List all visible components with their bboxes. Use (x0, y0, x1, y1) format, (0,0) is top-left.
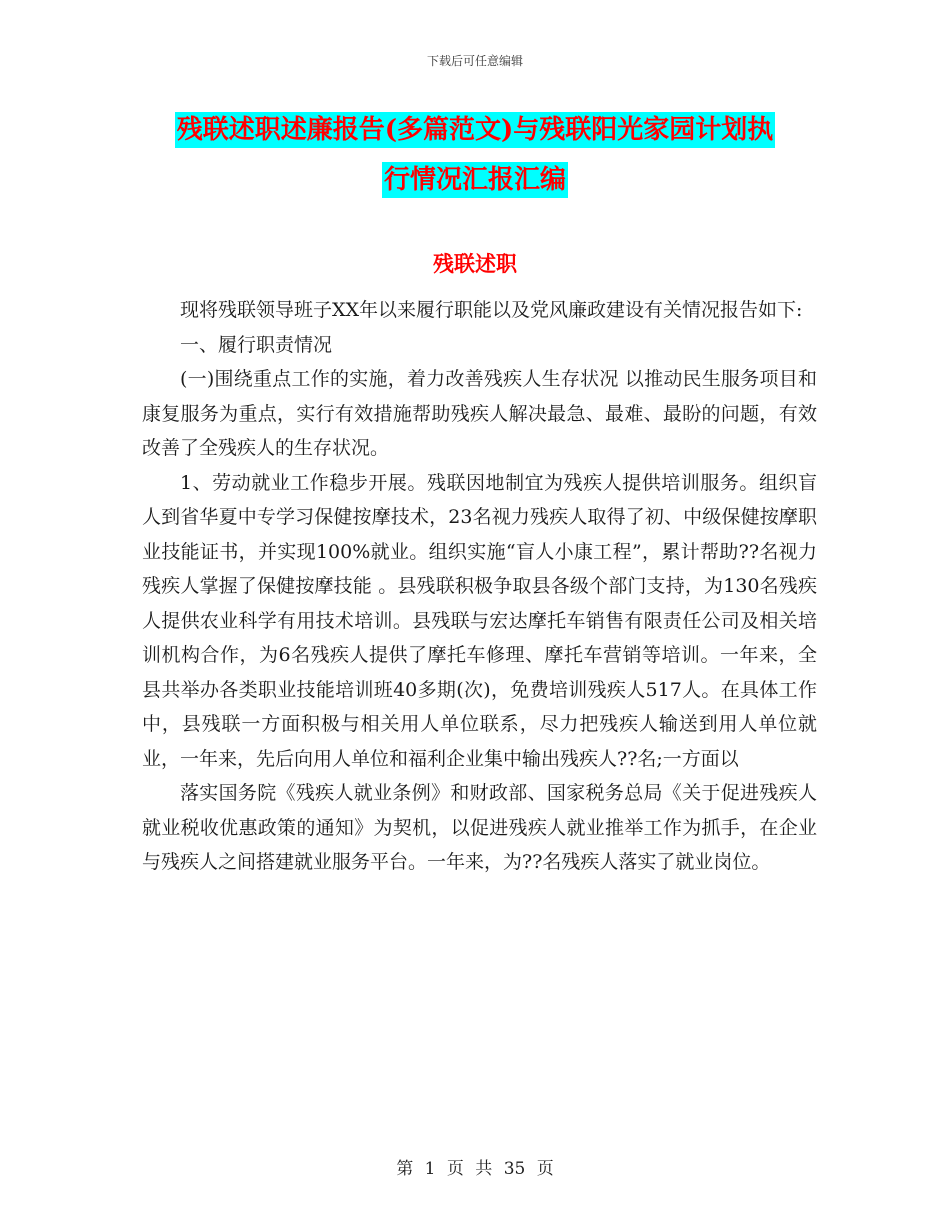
title-line-1: 残联述职述廉报告(多篇范文)与残联阳光家园计划执 (175, 112, 776, 148)
header-note: 下载后可任意编辑 (426, 54, 523, 68)
paragraph-policy: 落实国务院《残疾人就业条例》和财政部、国家税务总局《关于促进残疾人就业税收优惠政策的通知》为契机，以促进残疾人就业推举工作为抓手，在企业与残疾人之间搭建就业服务平台。一年来，为??名残疾人落实了就业岗位。 (142, 782, 817, 873)
section-title: 残联述职 (433, 251, 517, 276)
page-footer: 第 1 页 共 35 页 (396, 1159, 554, 1179)
paragraph-subheading-1: (一)围绕重点工作的实施，着力改善残疾人生存状况 以推动民生服务项目和康复服务为重点，实行有效措施帮助残疾人解决最急、最难、最盼的问题，有效改善了全残疾人的生存状况。 (142, 368, 817, 459)
document-title (0, 112, 950, 212)
document-body (142, 293, 817, 880)
title-line-2: 行情况汇报汇编 (382, 162, 568, 198)
paragraph-heading-1: 一、履行职责情况 (180, 333, 333, 356)
paragraph-intro: 现将残联领导班子XX年以来履行职能以及党风廉政建设有关情况报告如下: (180, 299, 803, 321)
paragraph-employment: 1、劳动就业工作稳步开展。残联因地制宜为残疾人提供培训服务。组织盲人到省华夏中专学习保健按摩技术，23名视力残疾人取得了初、中级保健按摩职业技能证书，并实现100%就业。组织实施“盲人小康工程”，累计帮助??名视力残疾人掌握了保健按摩技能 。县残联积极争取县各级个部门支持，为130名残疾人提供农业科学有用技术培训。县残联与宏达摩托车销售有限责任公司及相关培训机构合作，为6名残疾人提供了摩托车修理、摩托车营销等培训。一年来，全县共举办各类职业技能培训班40多期(次)，免费培训残疾人517人。在具体工作中，县残联一方面积极与相关用人单位联系，尽力把残疾人输送到用人单位就业，一年来，先后向用人单位和福利企业集中输出残疾人??名;一方面以 (142, 471, 817, 770)
